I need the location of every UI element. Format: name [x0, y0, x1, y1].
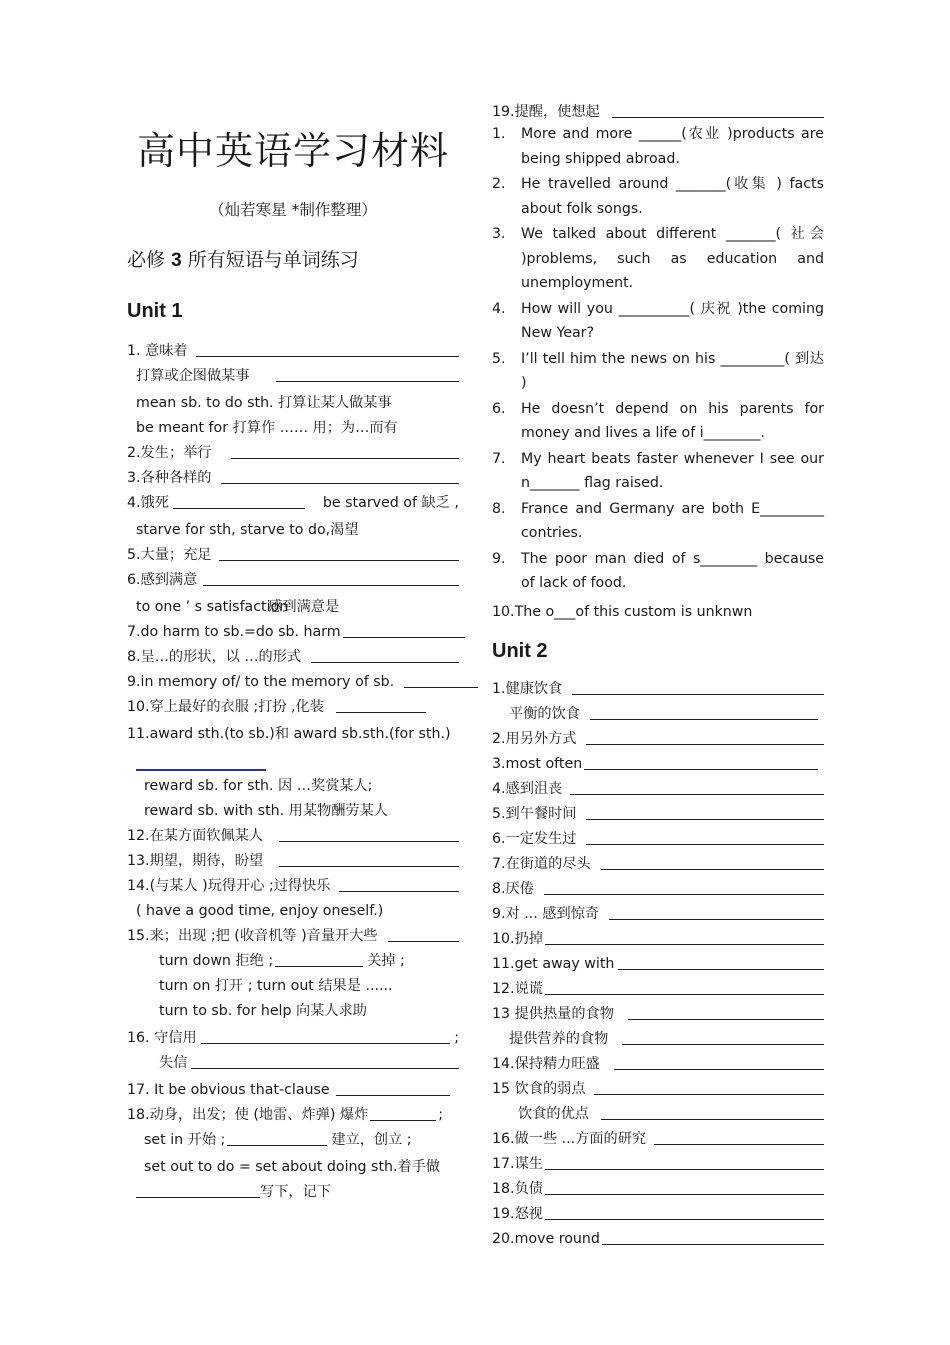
answer-blank[interactable]: [275, 952, 363, 967]
answer-blank[interactable]: [545, 930, 824, 945]
answer-blank[interactable]: [276, 367, 459, 382]
exercise-line: 17. It be obvious that-clause: [127, 1073, 459, 1100]
exercise-line: 18.负债: [492, 1174, 824, 1199]
answer-blank[interactable]: [609, 905, 824, 920]
answer-blank[interactable]: [618, 955, 824, 970]
answer-blank[interactable]: [602, 1230, 824, 1245]
fill-in-item: 7. My heart beats faster whenever I see our n_______ flag raised.: [492, 450, 824, 491]
exercise-line: 19.怒视: [492, 1199, 824, 1224]
answer-blank[interactable]: [339, 877, 460, 892]
exercise-line: 10.穿上最好的衣服 ;打扮 ,化装: [127, 692, 459, 717]
answer-blank[interactable]: [586, 805, 824, 820]
exercise-line: 打算或企图做某事: [127, 361, 459, 386]
exercise-line: 9.in memory of/ to the memory of sb.: [127, 667, 459, 692]
exercise-line: 19.提醒，使想起: [492, 100, 824, 122]
answer-blank[interactable]: [572, 680, 824, 695]
exercise-line: [127, 744, 459, 771]
answer-blank[interactable]: [584, 755, 818, 770]
exercise-line: 11.get away with: [492, 949, 824, 974]
answer-blank[interactable]: [203, 571, 459, 586]
section-title: [127, 246, 459, 274]
exercise-line: 写下，记下: [127, 1177, 459, 1202]
exercise-line: 4.感到沮丧: [492, 774, 824, 799]
answer-blank[interactable]: [221, 469, 459, 484]
exercise-line: 饮食的优点: [492, 1099, 824, 1124]
exercise-line: turn to sb. for help 向某人求助: [159, 1003, 367, 1019]
unit-2-heading: Unit 2: [492, 639, 548, 662]
exercise-line: be meant for 打算作 …… 用；为…而有: [136, 420, 398, 436]
exercise-line: 13 提供热量的食物: [492, 999, 824, 1024]
exercise-line: 4.饿死 be starved of 缺乏 ,: [127, 495, 459, 511]
document-title: 高中英语学习材料: [137, 129, 450, 173]
fill-in-item: 1. More and more ______(农业 )products are being shipped abroad.: [492, 126, 824, 167]
left-column: [127, 100, 459, 1202]
fill-in-item: 9. The poor man died of s________ because of lack of food.: [492, 550, 824, 591]
section-number: 3: [171, 250, 182, 271]
exercise-line: 8.厌倦: [492, 874, 824, 899]
exercise-line: 9.对 ... 感到惊奇: [492, 899, 824, 924]
answer-blank[interactable]: [343, 623, 465, 638]
answer-blank[interactable]: [336, 1081, 450, 1096]
answer-blank[interactable]: [201, 1029, 451, 1044]
exercise-line: 1. 意味着: [127, 336, 459, 361]
exercise-line: 7.在街道的尽头: [492, 849, 824, 874]
answer-blank[interactable]: [586, 830, 824, 845]
exercise-line: 13.期望，期待，盼望: [127, 846, 459, 871]
exercise-line: set in 开始 ; 建立，创立 ;: [144, 1132, 412, 1148]
exercise-line: 20.move round: [492, 1224, 824, 1249]
exercise-line: 8.呈…的形状，以 …的形式: [127, 642, 459, 667]
answer-blank[interactable]: [231, 444, 459, 459]
exercise-line: 失信: [127, 1048, 459, 1073]
exercise-line: 17.谋生: [492, 1149, 824, 1174]
exercise-line: 10.The o___of this custom is unknwn: [492, 603, 753, 620]
exercise-line: turn on 打开 ; turn out 结果是 ......: [159, 978, 393, 994]
exercise-line: 16.做一些 ...方面的研究: [492, 1124, 824, 1149]
answer-blank[interactable]: [136, 1183, 260, 1198]
exercise-line: 2.发生；举行: [127, 438, 459, 463]
answer-blank[interactable]: [622, 1030, 824, 1045]
answer-blank[interactable]: [279, 852, 459, 867]
answer-blank-blue[interactable]: [136, 755, 266, 771]
fill-in-item: 6. He doesn’t depend on his parents for money and lives a life of i________.: [492, 400, 824, 441]
exercise-line: to one ’ s satisfaction 感到满意是: [136, 599, 340, 615]
answer-blank[interactable]: [191, 1054, 459, 1069]
exercise-line: 5.到午餐时间: [492, 799, 824, 824]
answer-blank[interactable]: [219, 546, 459, 561]
exercise-line: 12.说谎: [492, 974, 824, 999]
answer-blank[interactable]: [336, 698, 426, 713]
answer-blank[interactable]: [173, 494, 305, 509]
fill-in-item: 8. France and Germany are both E_________ contries.: [492, 500, 824, 541]
answer-blank[interactable]: [601, 1105, 824, 1120]
exercise-line: ( have a good time, enjoy oneself.): [136, 903, 384, 919]
exercise-line: 18.动身，出发；使 (地雷、炸弹) 爆炸 ;: [127, 1107, 444, 1123]
exercise-line: mean sb. to do sth. 打算让某人做某事: [136, 395, 392, 411]
fill-in-item: 5. I’ll tell him the news on his _________( 到达 ): [492, 350, 824, 391]
unit-1-heading: Unit 1: [127, 300, 183, 322]
answer-blank[interactable]: [570, 780, 824, 795]
exercise-line: turn down 拒绝 ; 关掉 ;: [159, 953, 405, 969]
answer-blank[interactable]: [388, 927, 459, 942]
exercise-line: 1.健康饮食: [492, 674, 824, 699]
exercise-line: 7.do harm to sb.=do sb. harm: [127, 617, 459, 642]
exercise-line: 提供营养的食物: [492, 1024, 824, 1049]
fill-in-item: 2. He travelled around _______(收集 ) facts about folk songs.: [492, 176, 824, 217]
answer-blank[interactable]: [628, 1005, 824, 1020]
answer-blank[interactable]: [545, 1155, 824, 1170]
answer-blank[interactable]: [612, 103, 824, 118]
answer-blank[interactable]: [594, 1080, 824, 1095]
exercise-line: 16. 守信用 ;: [127, 1030, 459, 1046]
answer-blank[interactable]: [586, 730, 824, 745]
answer-blank[interactable]: [614, 1055, 824, 1070]
answer-blank[interactable]: [227, 1131, 327, 1146]
exercise-line: 平衡的饮食: [492, 699, 824, 724]
answer-blank[interactable]: [545, 980, 824, 995]
answer-blank[interactable]: [545, 1180, 824, 1195]
exercise-line: 14.(与某人 )玩得开心 ;过得快乐: [127, 871, 459, 896]
exercise-line: 5.大量；充足: [127, 540, 459, 565]
exercise-line: 3.各种各样的: [127, 463, 459, 488]
exercise-line: 10.扔掉: [492, 924, 824, 949]
answer-blank[interactable]: [370, 1106, 436, 1121]
exercise-line: 6.感到满意: [127, 565, 459, 590]
exercise-line: reward sb. for sth. 因 …奖赏某人;: [144, 778, 373, 794]
answer-blank[interactable]: [544, 880, 824, 895]
exercise-line: 11.award sth.(to sb.)和 award sb.sth.(for sth.): [127, 726, 451, 742]
answer-blank[interactable]: [601, 855, 824, 870]
exercise-line: 15.来；出现 ;把 (收音机等 )音量开大些: [127, 921, 459, 946]
exercise-line: 2.用另外方式: [492, 724, 824, 749]
answer-blank[interactable]: [311, 648, 459, 663]
exercise-line: 3.most often: [492, 749, 824, 774]
section-suffix: 所有短语与单词练习: [187, 249, 359, 271]
answer-blank[interactable]: [654, 1130, 824, 1145]
exercise-line: starve for sth, starve to do,渴望: [136, 522, 359, 538]
answer-blank[interactable]: [196, 342, 459, 357]
answer-blank[interactable]: [545, 1205, 824, 1220]
section-prefix: 必修: [127, 249, 166, 271]
exercise-line: 15 饮食的弱点: [492, 1074, 824, 1099]
exercise-line: 6.一定发生过: [492, 824, 824, 849]
exercise-line: 12.在某方面钦佩某人: [127, 821, 459, 846]
exercise-line: 14.保持精力旺盛: [492, 1049, 824, 1074]
author-credit: （灿若寒星 *制作整理）: [209, 201, 377, 219]
fill-in-item: 3. We talked about different _______( 社会 )problems, such as education and unemployment.: [492, 226, 824, 291]
answer-blank[interactable]: [590, 705, 818, 720]
answer-blank[interactable]: [404, 673, 478, 688]
answer-blank[interactable]: [279, 827, 459, 842]
exercise-line: set out to do = set about doing sth.着手做: [144, 1159, 441, 1175]
right-column: [492, 100, 824, 1249]
fill-in-item: 4. How will you __________( 庆祝 )the coming New Year?: [492, 300, 824, 341]
exercise-line: reward sb. with sth. 用某物酬劳某人: [144, 803, 388, 819]
